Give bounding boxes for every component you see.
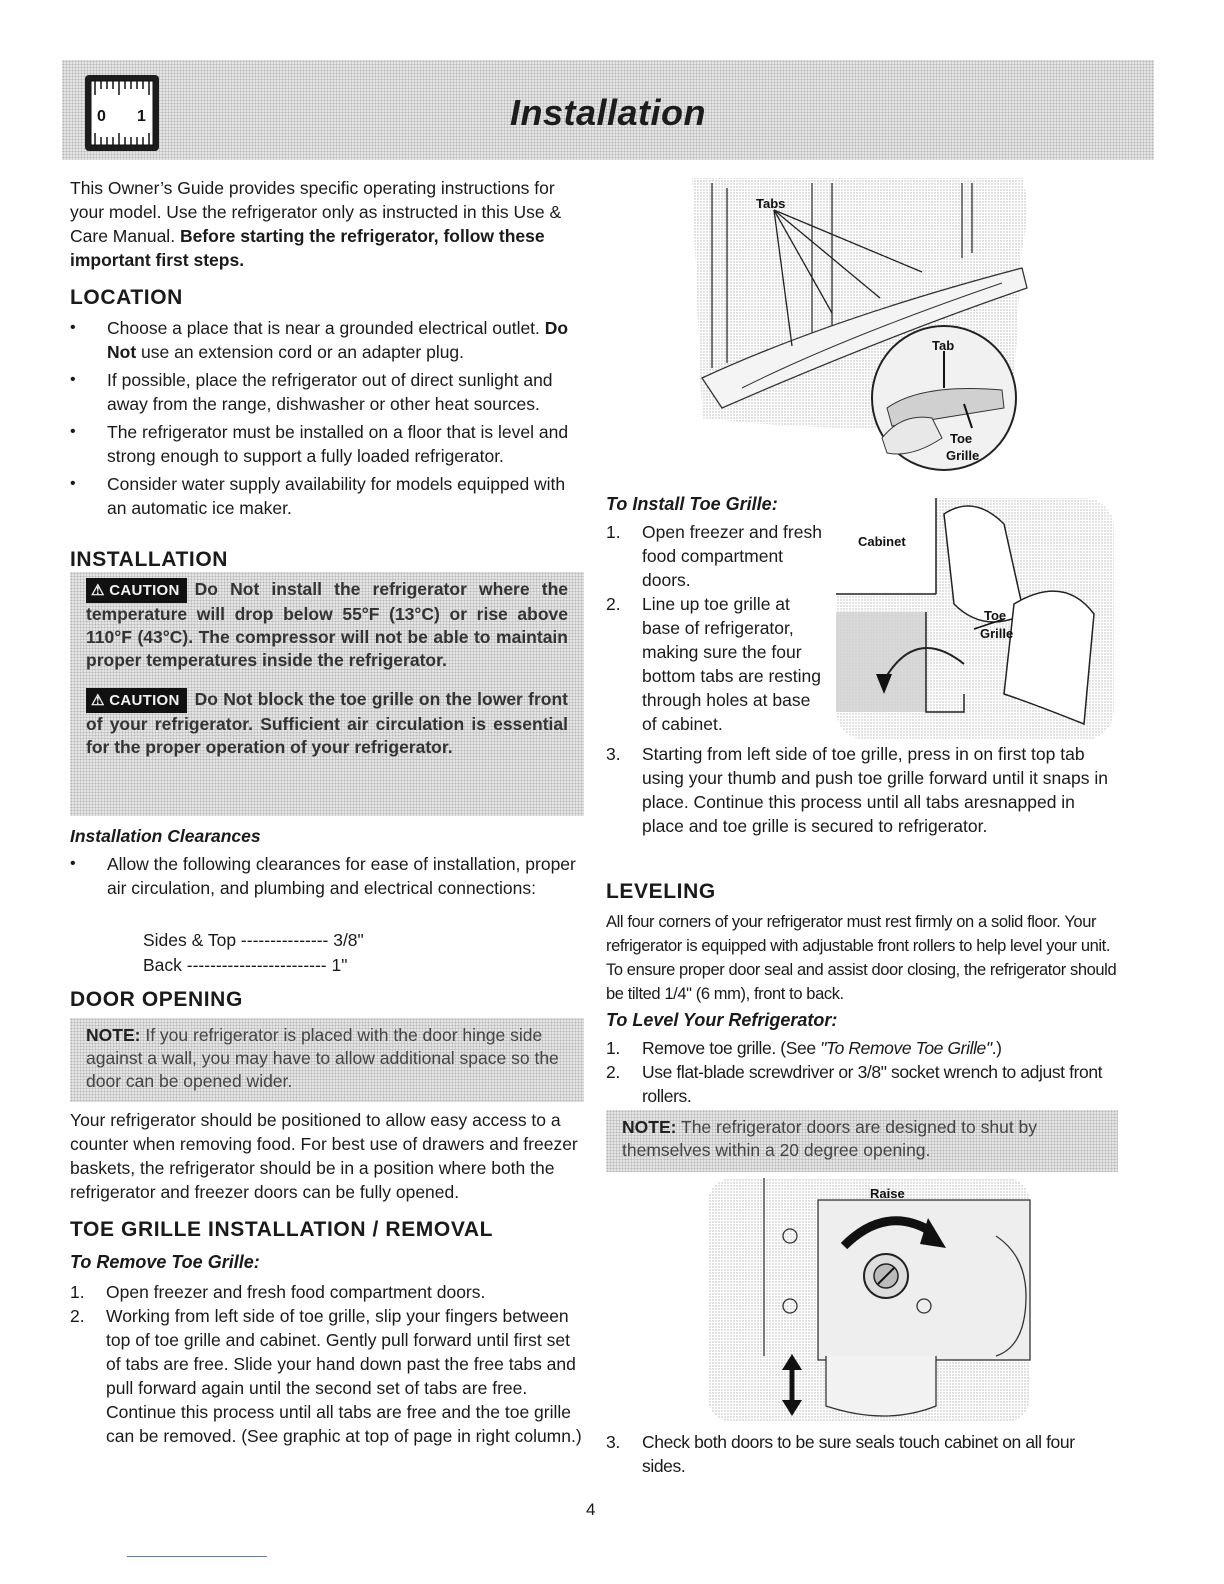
- leveling-note: [606, 1110, 1118, 1168]
- intro-paragraph: [70, 176, 584, 272]
- caution-1: [70, 572, 584, 678]
- list-item-text: Choose a place that is near a grounded electrical outlet.: [107, 318, 540, 338]
- leveling-heading: LEVELING: [606, 880, 716, 903]
- clearances-list: [70, 852, 584, 904]
- list-item: • If possible, place the refrigerator out of direct sunlight and away from the range, dishwasher or other heat sources.: [70, 368, 584, 416]
- door-opening-text: Your refrigerator should be positioned to allow easy access to a counter when removing food. For best use of drawers and freezer baskets, the refrigerator should be in a position where both the refrigerator and freezer doors can be fully opened.: [70, 1110, 578, 1202]
- install-step-3: [606, 742, 1118, 838]
- list-item-bold: Do Not: [107, 318, 569, 362]
- list-item: 3. Check both doors to be sure seals touch cabinet on all four sides.: [606, 1432, 1075, 1476]
- clearance-values: [70, 928, 584, 978]
- remove-heading: To Remove Toe Grille:: [70, 1252, 260, 1272]
- list-item: • Allow the following clearances for ease of installation, proper air circulation, and plumbing and electrical connections:: [70, 852, 584, 900]
- clearance-back: Back ------------------------ 1": [143, 955, 348, 975]
- leveling-step-3: [606, 1430, 1118, 1478]
- intro-bold: Before starting the refrigerator, follow these important first steps.: [70, 226, 545, 270]
- caution-badge: ⚠ CAUTION: [86, 578, 187, 603]
- list-item: 2. Working from left side of toe grille, slip your fingers between top of toe grille and cabinet. Gently pull forward until first set of tabs are free. Slide your hand down past the free tabs and pull forward again until the second set of tabs are free. Continue this process until all tabs are free and the toe grille can be removed. (See graphic at top of page in right column.): [70, 1306, 582, 1446]
- label-tabs: Tabs: [756, 196, 786, 211]
- caution-badge: ⚠ CAUTION: [86, 688, 187, 713]
- page-title: Installation: [510, 92, 707, 133]
- label-toe: Toe: [984, 608, 1007, 623]
- leveling-steps: [606, 1036, 1118, 1108]
- note-label: NOTE:: [86, 1025, 141, 1045]
- list-item: 2. Line up toe grille at base of refrigerator, making sure the four bottom tabs are resting through holes at base of cabinet.: [606, 594, 821, 734]
- leveling-note-box: [606, 1110, 1118, 1172]
- caution-box: [70, 572, 584, 816]
- remove-steps: [70, 1280, 584, 1448]
- footer-line: [127, 1556, 267, 1557]
- list-item: 2. Use flat-blade screwdriver or 3/8" socket wrench to adjust front rollers.: [606, 1062, 1103, 1106]
- list-item-rest: use an extension cord or an adapter plug.: [141, 342, 465, 362]
- caution-1-text: Do Not install the refrigerator where the temperature will drop below 55°F (13°C) or rise above 110°F (43°C). The compressor will not be able to maintain proper temperatures inside the refrigerator.: [86, 579, 568, 670]
- door-opening-heading: DOOR OPENING: [70, 988, 243, 1011]
- list-item: • Consider water supply availability for models equipped with an automatic ice maker.: [70, 472, 584, 520]
- list-item: 1. Open freezer and fresh food compartment doors.: [70, 1282, 486, 1302]
- location-heading: LOCATION: [70, 286, 183, 309]
- level-subheading: To Level Your Refrigerator:: [606, 1010, 838, 1030]
- label-tab: Tab: [932, 338, 955, 353]
- label-grille: Grille: [980, 626, 1014, 641]
- label-grille: Grille: [946, 448, 980, 463]
- list-item: • The refrigerator must be installed on a floor that is level and strong enough to support a fully loaded refrigerator.: [70, 420, 584, 468]
- label-raise: Raise: [870, 1186, 905, 1201]
- caution-2: [70, 682, 584, 765]
- ruler-icon: [85, 75, 159, 151]
- list-item: 1. Open freezer and fresh food compartment doors.: [606, 522, 822, 590]
- install-heading: To Install Toe Grille:: [606, 494, 778, 514]
- page-number: 4: [586, 1500, 596, 1519]
- toe-grille-figure: [682, 168, 1038, 486]
- installation-heading: INSTALLATION: [70, 548, 229, 571]
- toe-grille-install-figure: [834, 494, 1118, 744]
- ruler-label-left: 0: [97, 108, 106, 125]
- location-list: [70, 316, 584, 524]
- note-text: The refrigerator doors are designed to shut by themselves within a 20 degree opening.: [622, 1117, 1038, 1160]
- door-note-box: [70, 1018, 584, 1102]
- install-steps: [606, 520, 824, 736]
- list-item: [70, 316, 584, 364]
- note-text: If you refrigerator is placed with the door hinge side against a wall, you may have to allow additional space so the door can be opened wider.: [86, 1025, 559, 1091]
- clearance-sides-top: Sides & Top --------------- 3/8": [143, 930, 364, 950]
- clearances-heading: Installation Clearances: [70, 826, 261, 846]
- caution-2-text: Do Not block the toe grille on the lower front of your refrigerator. Sufficient air circulation is essential for the proper operation of your refrigerator.: [86, 689, 568, 757]
- label-cabinet: Cabinet: [858, 534, 906, 549]
- leveling-text: All four corners of your refrigerator must rest firmly on a solid floor. Your refrigerator is equipped with adjustable front rollers to help level your unit. To ensure proper door seal and assist door closing, the refrigerator should be tilted 1/4" (6 mm), front to back.: [606, 913, 1117, 1003]
- list-item: 1. Remove toe grille. (See "To Remove Toe Grille".): [606, 1038, 1002, 1058]
- list-item: 3. Starting from left side of toe grille, press in on first top tab using your thumb and push toe grille forward until it snaps in place. Continue this process until all tabs aresnapped in place and toe grille is secured to refrigerator.: [606, 744, 1108, 836]
- ruler-label-right: 1: [137, 108, 146, 125]
- intro-text: This Owner’s Guide provides specific operating instructions for your model. Use the refrigerator only as instructed in this Use & Care Manual.: [70, 178, 562, 246]
- roller-adjust-figure: [706, 1176, 1032, 1426]
- label-toe: Toe: [950, 431, 973, 446]
- door-note: [70, 1018, 584, 1099]
- toe-grille-heading: TOE GRILLE INSTALLATION / REMOVAL: [70, 1218, 494, 1241]
- note-label: NOTE:: [622, 1117, 677, 1137]
